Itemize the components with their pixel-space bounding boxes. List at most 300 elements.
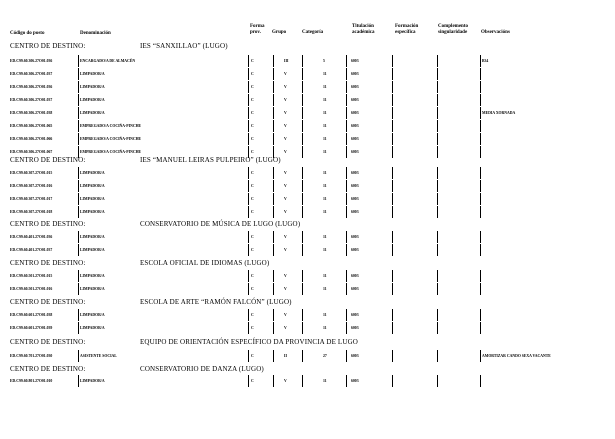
cell-divider [78,322,79,334]
cell-grupo: V [284,248,287,252]
cell-divider [302,309,303,321]
cell-cat: 11 [323,111,327,115]
cell-divider [392,270,393,282]
cell-grupo: V [284,98,287,102]
cell-code: ED.C99.60.306.27O01.037 [10,98,53,102]
cell-divider [346,283,347,295]
cell-den: EMPREGADO/A COCIÑA-PINCHE [80,137,142,141]
cell-divider [302,322,303,334]
cell-divider [437,193,438,205]
cell-divider [302,107,303,119]
cell-forma: C [251,248,254,252]
cell-code: ED.C99.60.307.27O01.017 [10,197,53,201]
cell-divider [392,244,393,256]
cell-tit: 6003 [351,354,359,358]
cell-divider [302,146,303,158]
cell-tit: 6003 [351,379,359,383]
cell-divider [273,94,274,106]
cell-divider [346,146,347,158]
cell-divider [437,133,438,145]
cell-divider [78,68,79,80]
cell-divider [273,180,274,192]
cell-divider [248,167,249,179]
cell-divider [248,180,249,192]
cell-divider [302,283,303,295]
cell-divider [480,107,481,119]
table-row [10,107,600,119]
cell-den: LIMPADOR/A [80,326,105,330]
cell-divider [437,81,438,93]
cell-divider [480,167,481,179]
cell-grupo: V [284,313,287,317]
cell-forma: C [251,72,254,76]
cell-divider [78,94,79,106]
cell-divider [273,283,274,295]
cell-den: LIMPADOR/A [80,184,105,188]
cell-forma: C [251,150,254,154]
cell-divider [248,375,249,387]
cell-divider [392,55,393,67]
cell-grupo: V [284,197,287,201]
cell-divider [302,133,303,145]
cell-divider [346,167,347,179]
cell-divider [437,146,438,158]
header-especifica: específica [395,30,416,35]
cell-divider [248,107,249,119]
cell-divider [392,68,393,80]
cell-grupo: V [284,171,287,175]
cell-divider [346,244,347,256]
cell-den: EMPREGADO/A COCIÑA-PINCHE [80,150,142,154]
cell-divider [437,283,438,295]
cell-divider [480,350,481,362]
cell-code: ED.C99.60.306.27O01.037 [10,72,53,76]
cell-divider [346,81,347,93]
cell-tit: 6003 [351,184,359,188]
cell-cat: 11 [323,197,327,201]
cell-cat: 11 [323,98,327,102]
cell-divider [273,231,274,243]
cell-forma: C [251,210,254,214]
cell-divider [437,120,438,132]
cell-divider [437,94,438,106]
cell-divider [302,68,303,80]
cell-divider [302,120,303,132]
cell-tit: 6003 [351,124,359,128]
cell-divider [302,206,303,218]
cell-divider [346,193,347,205]
cell-code: ED.C99.60.307.27O01.015 [10,171,53,175]
header-denominacion: Denominación [80,31,111,36]
header-categoria: Categoría [302,30,324,35]
cell-code: ED.C99.60.306.27O01.067 [10,150,53,154]
cell-cat: 11 [323,326,327,330]
table-row [10,322,600,334]
cell-tit: 6003 [351,274,359,278]
cell-divider [346,180,347,192]
cell-divider [78,350,79,362]
cell-cat: 11 [323,137,327,141]
cell-divider [302,94,303,106]
cell-divider [302,167,303,179]
cell-divider [273,120,274,132]
cell-divider [480,55,481,67]
header-prov: prov. [250,30,261,35]
cell-code: ED.C99.60.601.27O01.038 [10,313,53,317]
cell-divider [437,107,438,119]
cell-forma: C [251,326,254,330]
cell-cat: 5 [323,59,325,63]
cell-tit: 6003 [351,137,359,141]
cell-divider [392,133,393,145]
cell-code: ED.C99.60.401.27O01.036 [10,235,53,239]
cell-cat: 11 [323,171,327,175]
section-label: CENTRO DE DESTINO: [10,220,86,228]
cell-divider [273,167,274,179]
table-row [10,283,600,295]
cell-divider [78,231,79,243]
cell-forma: C [251,124,254,128]
section-name: IES “MANUEL LEIRAS PULPEIRO” (LUGO) [140,156,281,164]
cell-divider [273,322,274,334]
cell-divider [273,81,274,93]
table-row [10,81,600,93]
cell-divider [273,270,274,282]
cell-divider [346,206,347,218]
cell-den: LIMPADOR/A [80,72,105,76]
cell-den: LIMPADOR/A [80,210,105,214]
cell-divider [302,350,303,362]
table-row [10,350,600,362]
cell-divider [480,193,481,205]
cell-cat: 11 [323,72,327,76]
cell-divider [437,309,438,321]
cell-divider [273,68,274,80]
cell-divider [346,133,347,145]
header-academica: académica [352,30,375,35]
cell-tit: 6003 [351,235,359,239]
cell-code: ED.C99.60.307.27O01.016 [10,184,53,188]
cell-den: ASISTENTE SOCIAL [80,354,117,358]
cell-tit: 6003 [351,313,359,317]
cell-divider [248,68,249,80]
cell-divider [480,375,481,387]
cell-divider [437,206,438,218]
cell-divider [78,244,79,256]
cell-divider [273,193,274,205]
section-name: EQUIPO DE ORIENTACIÓN ESPECÍFICO DA PROVINCIA DE LUGO [140,338,358,346]
cell-grupo: V [284,274,287,278]
section-label: CENTRO DE DESTINO: [10,365,86,373]
cell-divider [346,350,347,362]
table-row [10,309,600,321]
cell-tit: 6003 [351,287,359,291]
cell-divider [273,350,274,362]
cell-divider [273,107,274,119]
cell-tit: 6003 [351,85,359,89]
cell-divider [392,81,393,93]
cell-forma: C [251,379,254,383]
cell-divider [78,309,79,321]
header-complemento: Complemento [438,24,468,29]
cell-divider [78,375,79,387]
cell-cat: 11 [323,248,327,252]
cell-divider [437,322,438,334]
cell-divider [78,270,79,282]
header-singularidade: singularidade [438,30,468,35]
cell-divider [437,167,438,179]
cell-divider [78,133,79,145]
cell-divider [437,375,438,387]
cell-divider [248,322,249,334]
cell-grupo: V [284,150,287,154]
cell-grupo: V [284,72,287,76]
cell-divider [248,270,249,282]
cell-divider [392,107,393,119]
cell-divider [480,206,481,218]
cell-forma: C [251,59,254,63]
cell-divider [346,120,347,132]
cell-divider [480,120,481,132]
cell-divider [392,146,393,158]
cell-tit: 6003 [351,197,359,201]
cell-divider [78,55,79,67]
table-row [10,375,600,387]
section-label: CENTRO DE DESTINO: [10,156,86,164]
section-label: CENTRO DE DESTINO: [10,259,86,267]
cell-forma: C [251,137,254,141]
table-row [10,94,600,106]
cell-code: ED.C99.60.501.27O01.015 [10,274,53,278]
cell-divider [480,270,481,282]
cell-obs: B34 [482,59,489,63]
cell-divider [302,270,303,282]
cell-grupo: V [284,326,287,330]
cell-grupo: V [284,111,287,115]
cell-divider [248,231,249,243]
cell-divider [392,350,393,362]
cell-den: LIMPADOR/A [80,111,105,115]
cell-divider [392,167,393,179]
cell-divider [480,231,481,243]
cell-den: LIMPADOR/A [80,274,105,278]
cell-divider [273,206,274,218]
cell-obs: AMORTIZAR CANDO SEXA VACANTE [482,354,551,358]
header-observacions: Observacións [481,30,510,35]
cell-divider [78,120,79,132]
cell-tit: 6003 [351,248,359,252]
cell-grupo: V [284,124,287,128]
cell-divider [437,350,438,362]
cell-den: LIMPADOR/A [80,313,105,317]
cell-code: ED.C99.60.307.27O01.018 [10,210,53,214]
cell-divider [248,193,249,205]
cell-grupo: V [284,287,287,291]
cell-den: LIMPADOR/A [80,379,105,383]
cell-divider [302,55,303,67]
section-name: IES “SANXILLAO” (LUGO) [140,42,228,50]
cell-divider [78,180,79,192]
cell-forma: C [251,235,254,239]
cell-divider [346,309,347,321]
cell-divider [248,81,249,93]
cell-divider [273,375,274,387]
cell-cat: 11 [323,379,327,383]
cell-grupo: V [284,184,287,188]
cell-den: LIMPADOR/A [80,171,105,175]
cell-divider [248,120,249,132]
section-name: CONSERVATORIO DE DANZA (LUGO) [140,365,264,373]
cell-tit: 6003 [351,171,359,175]
cell-divider [437,180,438,192]
cell-divider [437,55,438,67]
cell-code: ED.C99.60.401.27O01.037 [10,248,53,252]
cell-divider [302,375,303,387]
cell-den: LIMPADOR/A [80,287,105,291]
cell-divider [480,133,481,145]
cell-divider [346,322,347,334]
cell-tit: 6003 [351,326,359,330]
cell-cat: 11 [323,274,327,278]
cell-divider [480,146,481,158]
cell-forma: C [251,171,254,175]
cell-grupo: V [284,137,287,141]
cell-divider [248,244,249,256]
section-label: CENTRO DE DESTINO: [10,298,86,306]
section-name: CONSERVATORIO DE MÚSICA DE LUGO (LUGO) [140,220,301,228]
cell-divider [248,206,249,218]
cell-den: LIMPADOR/A [80,85,105,89]
cell-divider [273,133,274,145]
cell-divider [302,244,303,256]
cell-divider [392,309,393,321]
cell-cat: 11 [323,150,327,154]
cell-divider [248,133,249,145]
cell-divider [78,81,79,93]
cell-divider [392,283,393,295]
cell-grupo: V [284,210,287,214]
cell-divider [346,94,347,106]
cell-divider [480,283,481,295]
cell-forma: C [251,111,254,115]
cell-divider [392,180,393,192]
cell-cat: 11 [323,287,327,291]
cell-forma: C [251,197,254,201]
table-row [10,120,600,132]
cell-forma: C [251,313,254,317]
cell-tit: 6003 [351,98,359,102]
cell-den: LIMPADOR/A [80,248,105,252]
cell-divider [437,231,438,243]
table-row [10,193,600,205]
cell-divider [392,193,393,205]
cell-divider [392,375,393,387]
table-row [10,55,600,67]
cell-grupo: V [284,379,287,383]
cell-divider [302,81,303,93]
cell-forma: C [251,354,254,358]
cell-divider [78,167,79,179]
cell-code: ED.C99.60.306.27O01.036 [10,59,53,63]
cell-code: ED.C99.60.306.27O01.038 [10,111,53,115]
cell-cat: 27 [323,354,327,358]
cell-divider [392,206,393,218]
cell-divider [78,107,79,119]
table-row [10,68,600,80]
cell-forma: C [251,85,254,89]
header-formacion: Formación [395,24,419,29]
cell-forma: C [251,98,254,102]
cell-code: ED.C99.60.306.27O01.036 [10,85,53,89]
cell-divider [480,94,481,106]
cell-code: ED.C99.60.306.27O01.065 [10,124,53,128]
table-row [10,180,600,192]
cell-divider [437,244,438,256]
cell-den: ENCARGADO/A DE ALMACÉN [80,59,136,63]
cell-forma: C [251,184,254,188]
cell-cat: 11 [323,313,327,317]
cell-code: ED.C99.60.601.27O01.039 [10,326,53,330]
cell-divider [480,322,481,334]
table-row [10,270,600,282]
cell-divider [346,107,347,119]
cell-divider [346,270,347,282]
cell-divider [480,309,481,321]
cell-divider [480,81,481,93]
header-grupo: Grupo [272,30,287,35]
section-name: ESCOLA OFICIAL DE IDIOMAS (LUGO) [140,259,270,267]
cell-cat: 11 [323,210,327,214]
cell-divider [480,244,481,256]
table-row [10,231,600,243]
cell-forma: C [251,287,254,291]
cell-den: LIMPADOR/A [80,197,105,201]
cell-cat: 11 [323,184,327,188]
cell-divider [346,375,347,387]
cell-divider [346,55,347,67]
cell-divider [302,180,303,192]
cell-forma: C [251,274,254,278]
cell-divider [248,94,249,106]
cell-divider [346,231,347,243]
cell-divider [346,68,347,80]
cell-cat: 11 [323,124,327,128]
cell-den: LIMPADOR/A [80,98,105,102]
cell-tit: 6003 [351,72,359,76]
cell-grupo: II [284,354,287,358]
cell-tit: 6003 [351,111,359,115]
cell-divider [78,283,79,295]
cell-cat: 11 [323,85,327,89]
cell-divider [248,55,249,67]
cell-divider [392,231,393,243]
cell-divider [78,206,79,218]
cell-code: ED.C99.60.801.27O01.010 [10,379,53,383]
cell-divider [248,283,249,295]
cell-den: LIMPADOR/A [80,235,105,239]
cell-tit: 6003 [351,59,359,63]
cell-divider [273,55,274,67]
cell-divider [273,244,274,256]
cell-divider [273,309,274,321]
cell-grupo: III [284,59,289,63]
cell-divider [302,193,303,205]
cell-code: ED.C99.60.501.27O01.016 [10,287,53,291]
cell-divider [480,68,481,80]
header-forma: Forma [250,24,265,29]
cell-divider [248,309,249,321]
section-label: CENTRO DE DESTINO: [10,42,86,50]
